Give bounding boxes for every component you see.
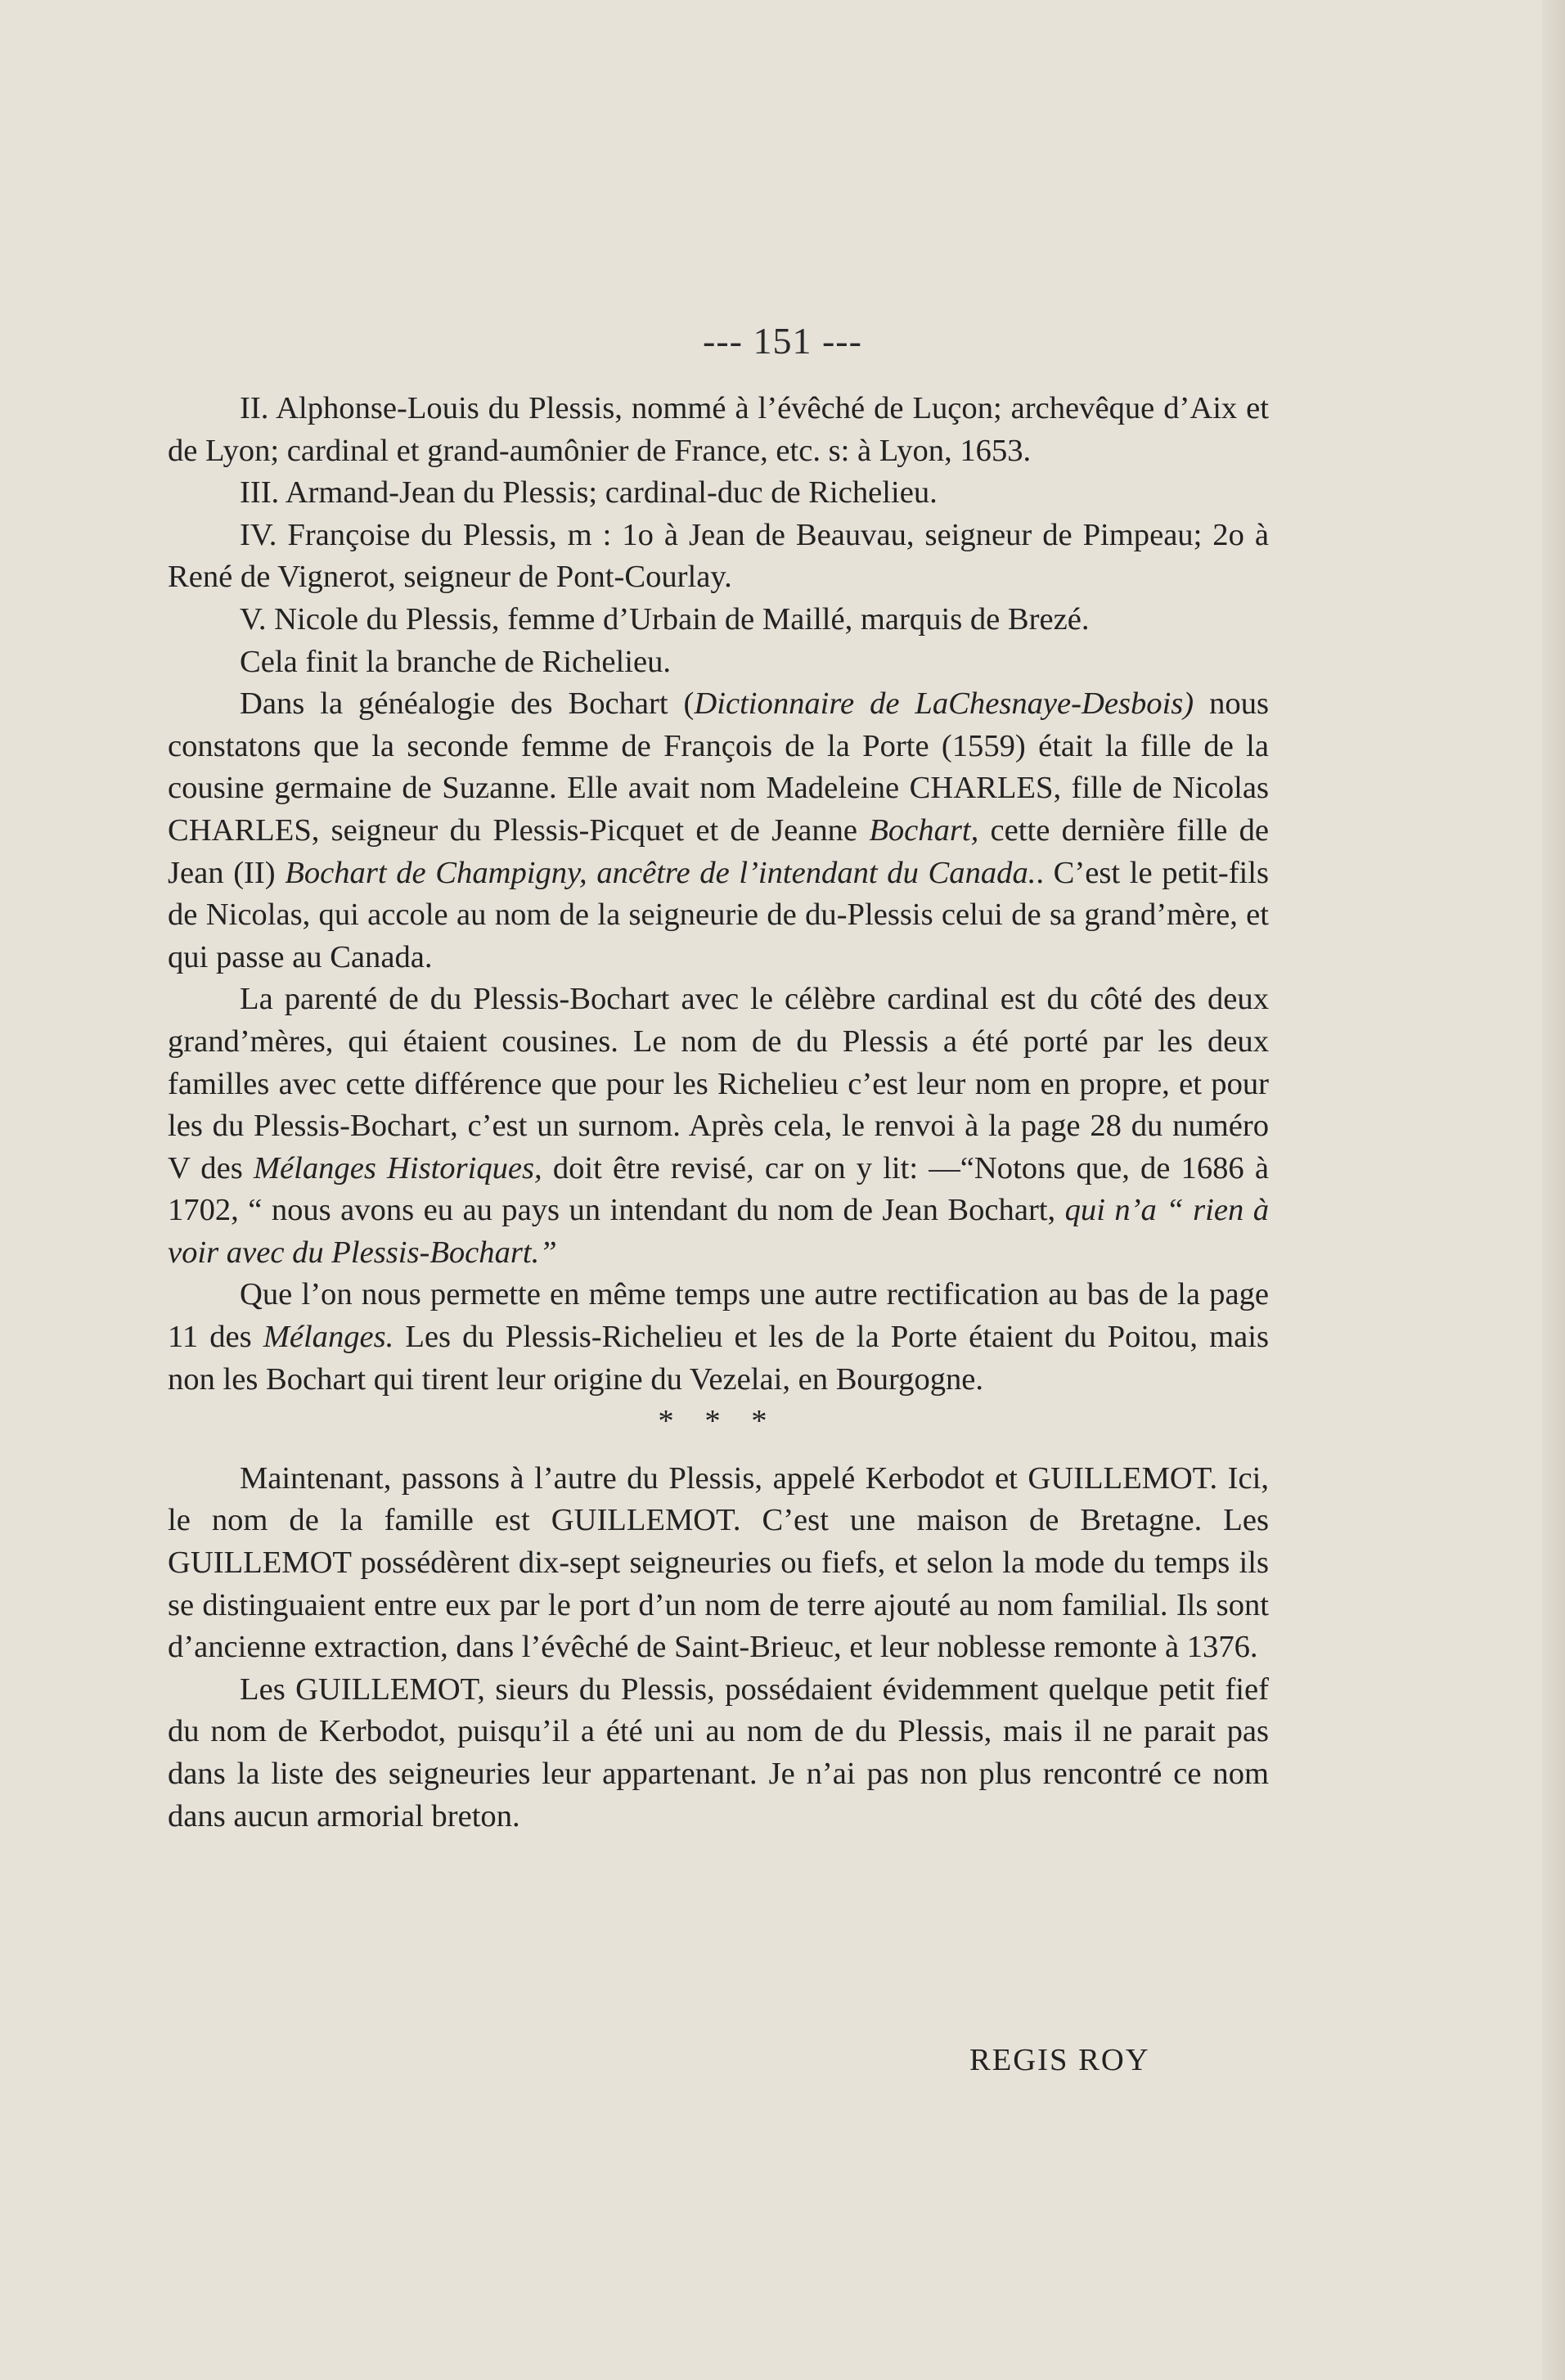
text-run: cette dernière fille de Jean (II) xyxy=(168,812,1269,890)
paragraph xyxy=(168,683,1269,979)
text-run: * * * xyxy=(658,1404,779,1439)
text-run: Dans la généalogie des Bochart ( xyxy=(240,686,695,722)
italic-run: Mélanges Historiques, xyxy=(253,1150,542,1186)
text-run: IV. Françoise du Plessis, m : 1o à Jean de Beauvau, seigneur de Pimpeau; 2o à René de Vignerot, seigneur de Pont-Courlay. xyxy=(168,517,1269,595)
paragraph xyxy=(168,515,1269,599)
text-run: Les du Plessis-Richelieu et les de la Porte étaient du Poitou, mais non les Bochart qui tirent leur origine du Vezelai, en Bourgogne. xyxy=(168,1320,1269,1397)
italic-run: Mélanges. xyxy=(263,1320,394,1355)
text-run: . C’est le petit-fils de Nicolas, qui accole au nom de la seigneurie de du-Plessis celui de sa grand’mère, et qui passe au Canada. xyxy=(168,855,1269,974)
text-run: Maintenant, passons à l’autre du Plessis, appelé Kerbodot et GUILLEMOT. Ici, le nom de la famille est GUILLEMOT. C’est une maison de Bretagne. Les GUILLEMOT possédèrent dix-sept seigneuries ou fiefs, et selon la mode du temps ils se distinguaient entre eux par le port d’un nom de terre ajouté au nom familial. Ils sont d’ancienne extraction, dans l’évêché de Saint-Brieuc, et leur noblesse remonte à 1376. xyxy=(168,1460,1269,1665)
italic-run: Dictionnaire de LaChesnaye-Desbois) xyxy=(694,686,1194,722)
paragraph xyxy=(168,979,1269,1274)
text-run: nous constatons que la seconde femme de François de la Porte (1559) était la fille de la cousine germaine de Suzanne. Elle avait nom Madeleine CHARLES, fille de Nicolas CHARLES, seigneur du Plessis-Picquet et de Jeanne xyxy=(168,686,1269,848)
paragraph xyxy=(168,472,1269,515)
paragraph xyxy=(168,641,1269,684)
text-run: Que l’on nous permette en même temps une autre rectification au bas de la page 11 des xyxy=(168,1277,1269,1355)
paragraph xyxy=(168,388,1269,472)
body-text xyxy=(168,388,1269,1838)
text-run: II. Alphonse-Louis du Plessis, nommé à l’évêché de Luçon; archevêque d’Aix et de Lyon; cardinal et grand-aumônier de France, etc. s: à Lyon, 1653. xyxy=(168,391,1269,468)
author-signature: REGIS ROY xyxy=(969,2043,1150,2077)
text-run: V. Nicole du Plessis, femme d’Urbain de Maillé, marquis de Brezé. xyxy=(240,601,1090,637)
italic-run: qui n’a “ rien à voir avec du Plessis-Bochart.” xyxy=(168,1193,1269,1270)
italic-run: Bochart, xyxy=(869,812,979,848)
text-run: Cela finit la branche de Richelieu. xyxy=(240,644,672,679)
paragraph xyxy=(168,599,1269,641)
text-run: La parenté de du Plessis-Bochart avec le célèbre cardinal est du côté des deux grand’mères, qui étaient cousines. Le nom de du Plessis a été porté par les deux familles avec cette différence que pour les Richelieu c’est leur nom en propre, et pour les du Plessis-Bochart, c’est un surnom. Après cela, le renvoi à la page 28 du numéro V des xyxy=(168,982,1269,1186)
text-run: doit être revisé, car on y lit: —“Notons que, de 1686 à 1702, “ nous avons eu au pays un intendant du nom de Jean Bochart, xyxy=(168,1150,1269,1228)
page-number: --- 151 --- xyxy=(703,320,862,362)
text-run: Les GUILLEMOT, sieurs du Plessis, possédaient évidemment quelque petit fief du nom de Kerbodot, puisqu’il a été uni au nom de du Plessis, mais il ne parait pas dans la liste des seigneuries leur appartenant. Je n’ai pas non plus rencontré ce nom dans aucun armorial breton. xyxy=(168,1671,1269,1833)
paragraph xyxy=(168,1669,1269,1838)
text-run: III. Armand-Jean du Plessis; cardinal-duc de Richelieu. xyxy=(240,475,938,511)
paragraph xyxy=(168,1458,1269,1669)
section-separator xyxy=(168,1401,1269,1443)
italic-run: Bochart de Champigny, ancêtre de l’intendant du Canada. xyxy=(285,855,1037,890)
paragraph xyxy=(168,1274,1269,1401)
